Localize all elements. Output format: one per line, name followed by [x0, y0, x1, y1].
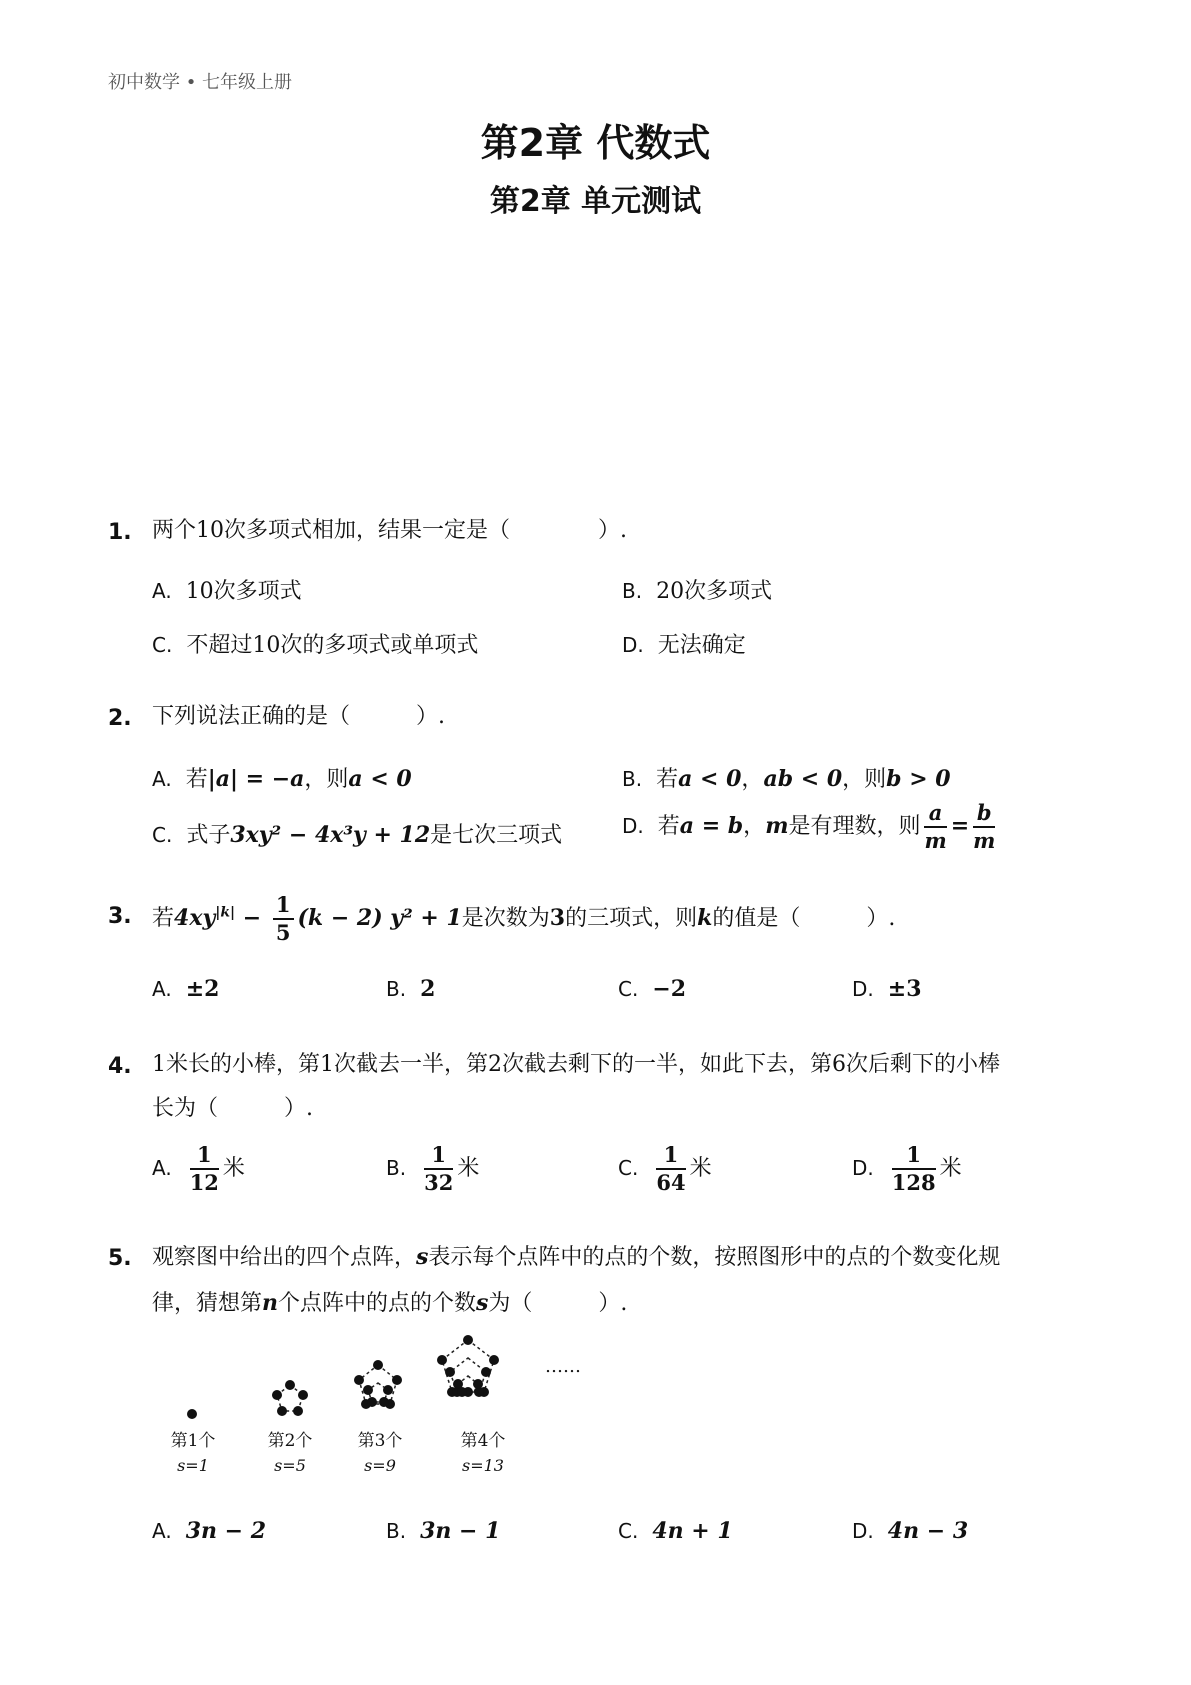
option-label: C.: [618, 1156, 639, 1180]
math-expr: 3xy² − 4x³y + 12: [230, 822, 431, 848]
math-expr: n: [262, 1290, 279, 1316]
denominator: 128: [891, 1170, 936, 1195]
q5-number: 5.: [108, 1246, 132, 1271]
q5-text-part: 表示每个点阵中的点的个数，按照图形中的点的个数变化规: [428, 1245, 1001, 1270]
unit: 米: [457, 1156, 480, 1181]
math-expr: m: [765, 813, 789, 839]
option-text: 4n − 3: [887, 1518, 969, 1544]
q3-option-a[interactable]: [152, 976, 219, 1002]
page-header: 初中数学 • 七年级上册: [108, 72, 293, 93]
option-label: A.: [152, 579, 172, 603]
option-text: −2: [652, 976, 687, 1002]
fraction: [892, 1142, 936, 1196]
math-expr: |a| = −a: [207, 766, 305, 792]
fig-label-4: 第4个: [460, 1431, 506, 1451]
q5-text-part: 为（ ）.: [488, 1291, 628, 1316]
option-text: 若: [657, 814, 680, 839]
math-expr: 4xy: [174, 905, 216, 931]
fig-count-3: s=9: [364, 1456, 396, 1475]
q1-option-c[interactable]: [152, 628, 478, 659]
fig-count-1: s=1: [177, 1456, 209, 1475]
numerator: a: [924, 800, 946, 828]
option-text: 3n − 1: [420, 1518, 501, 1544]
q3-option-c[interactable]: [618, 976, 686, 1002]
denominator: 5: [275, 920, 291, 945]
math-expr: b > 0: [886, 766, 951, 792]
q4-option-c[interactable]: [618, 1142, 712, 1196]
math-expr: s: [416, 1244, 429, 1270]
math-expr: s: [476, 1290, 489, 1316]
numerator: 1: [273, 892, 294, 920]
option-label: A.: [152, 977, 172, 1001]
q5-text-part: 个点阵中的点的个数: [278, 1291, 477, 1316]
option-label: D.: [852, 977, 874, 1001]
q1-option-a[interactable]: [152, 574, 302, 605]
math-expr: a < 0: [678, 766, 742, 792]
option-label: D.: [622, 814, 644, 838]
q4-line1: 1米长的小棒，第1次截去一半，第2次截去剩下的一半，如此下去，第6次后剩下的小棒: [152, 1052, 1000, 1077]
option-text: 2: [420, 976, 436, 1002]
chapter-title: 第2章 代数式: [480, 121, 711, 165]
unit: 米: [939, 1156, 962, 1181]
option-text: ±2: [185, 976, 220, 1002]
numerator: 1: [190, 1142, 219, 1170]
math-expr: a < 0: [348, 766, 412, 792]
option-label: C.: [152, 633, 173, 657]
option-label: C.: [618, 1519, 639, 1543]
fraction: [190, 1142, 219, 1196]
option-text: 4n + 1: [652, 1518, 733, 1544]
q2-option-b[interactable]: [622, 762, 951, 793]
q5-line2: [152, 1286, 627, 1321]
q3-text-part: 若: [152, 906, 175, 931]
option-text: ，: [743, 814, 766, 839]
option-text: 10次多项式: [185, 579, 302, 604]
pattern-4-dots: [437, 1335, 499, 1397]
q5-option-a[interactable]: [152, 1518, 266, 1544]
option-text: 不超过10次的多项式或单项式: [186, 633, 479, 658]
math-exponent: |k|: [215, 904, 236, 921]
numerator: b: [973, 800, 995, 828]
q5-option-d[interactable]: [852, 1518, 968, 1544]
option-label: B.: [386, 1519, 407, 1543]
q4-option-d[interactable]: [852, 1142, 962, 1196]
q5-line1: [152, 1240, 1000, 1275]
option-label: A.: [152, 767, 172, 791]
option-label: C.: [618, 977, 639, 1001]
numerator: 1: [656, 1142, 685, 1170]
option-text: ，则: [304, 767, 349, 792]
option-text: ，则: [842, 767, 887, 792]
math-expr: (k − 2) y² + 1: [297, 905, 462, 931]
q1-option-b[interactable]: [622, 574, 772, 605]
q1-option-d[interactable]: [622, 628, 746, 659]
pattern-2-dots: [272, 1380, 308, 1416]
option-label: D.: [852, 1519, 874, 1543]
q5-text-part: 律，猜想第: [152, 1291, 263, 1316]
q5-option-b[interactable]: [386, 1518, 500, 1544]
q1-number: 1.: [108, 520, 132, 545]
q3-number: 3.: [108, 904, 132, 929]
fraction: [973, 800, 995, 854]
denominator: m: [924, 828, 947, 853]
denominator: 32: [424, 1170, 454, 1195]
fraction: [924, 800, 946, 854]
q2-option-d[interactable]: [622, 800, 999, 854]
q3-option-d[interactable]: [852, 976, 922, 1002]
math-expr: −: [235, 905, 269, 931]
option-text: 是有理数，则: [788, 814, 921, 839]
option-text: 3n − 2: [185, 1518, 267, 1544]
option-label: A.: [152, 1156, 172, 1180]
fig-count-4: s=13: [462, 1456, 504, 1475]
option-label: C.: [152, 823, 173, 847]
pattern-3: [359, 1365, 397, 1404]
option-label: D.: [622, 633, 644, 657]
unit: 米: [689, 1156, 712, 1181]
q3-text-part: 的三项式，则: [565, 906, 698, 931]
q5-text-part: 观察图中给出的四个点阵，: [152, 1245, 417, 1270]
q3-text: [152, 892, 895, 946]
fraction: [656, 1142, 685, 1196]
math-expr: ab < 0: [763, 766, 843, 792]
option-label: B.: [386, 977, 407, 1001]
option-text: 是七次三项式: [430, 823, 563, 848]
q2-option-c[interactable]: [152, 818, 562, 849]
option-label: D.: [852, 1156, 874, 1180]
numerator: 1: [892, 1142, 936, 1170]
option-label: B.: [386, 1156, 407, 1180]
q1-text: 两个10次多项式相加，结果一定是（ ）.: [152, 518, 627, 543]
option-text: ，: [741, 767, 764, 792]
fig-label-2: 第2个: [267, 1431, 313, 1451]
q2-option-a[interactable]: [152, 762, 412, 793]
option-label: B.: [622, 579, 643, 603]
math-expr: k: [697, 905, 713, 931]
q2-text: 下列说法正确的是（ ）.: [152, 704, 445, 729]
fig-label-1: 第1个: [170, 1431, 216, 1451]
test-subtitle: 第2章 单元测试: [489, 184, 702, 219]
fig-count-2: s=5: [274, 1456, 306, 1475]
math-expr: a = b: [679, 813, 744, 839]
option-label: B.: [622, 767, 643, 791]
q4-line2: 长为（ ）.: [152, 1096, 313, 1121]
q5-option-c[interactable]: [618, 1518, 733, 1544]
denominator: m: [973, 828, 996, 853]
denominator: 12: [189, 1170, 219, 1195]
numerator: 1: [424, 1142, 453, 1170]
figure-ellipsis: ……: [545, 1356, 581, 1377]
q3-text-part: 是次数为: [461, 906, 550, 931]
option-label: A.: [152, 1519, 172, 1543]
unit: 米: [222, 1156, 245, 1181]
q4-number: 4.: [108, 1054, 132, 1079]
dot: [187, 1409, 197, 1419]
pattern-4: [442, 1340, 494, 1392]
denominator: 64: [656, 1170, 686, 1195]
fraction: [424, 1142, 453, 1196]
option-text: 20次多项式: [656, 579, 773, 604]
option-text: ±3: [887, 976, 922, 1002]
q2-number: 2.: [108, 706, 132, 731]
option-text: 式子: [186, 823, 231, 848]
fraction: [273, 892, 294, 946]
q4-option-b[interactable]: [386, 1142, 479, 1196]
q3-text-part: 的值是（ ）.: [712, 906, 896, 931]
dot-pattern-figure: [150, 1318, 600, 1438]
fig-label-3: 第3个: [357, 1431, 403, 1451]
q4-option-a[interactable]: [152, 1142, 245, 1196]
option-text: 若: [656, 767, 679, 792]
math-expr: =: [950, 813, 970, 839]
option-text: 若: [185, 767, 208, 792]
q3-option-b[interactable]: [386, 976, 435, 1002]
math-expr: 3: [549, 905, 566, 931]
option-text: 无法确定: [657, 633, 746, 658]
